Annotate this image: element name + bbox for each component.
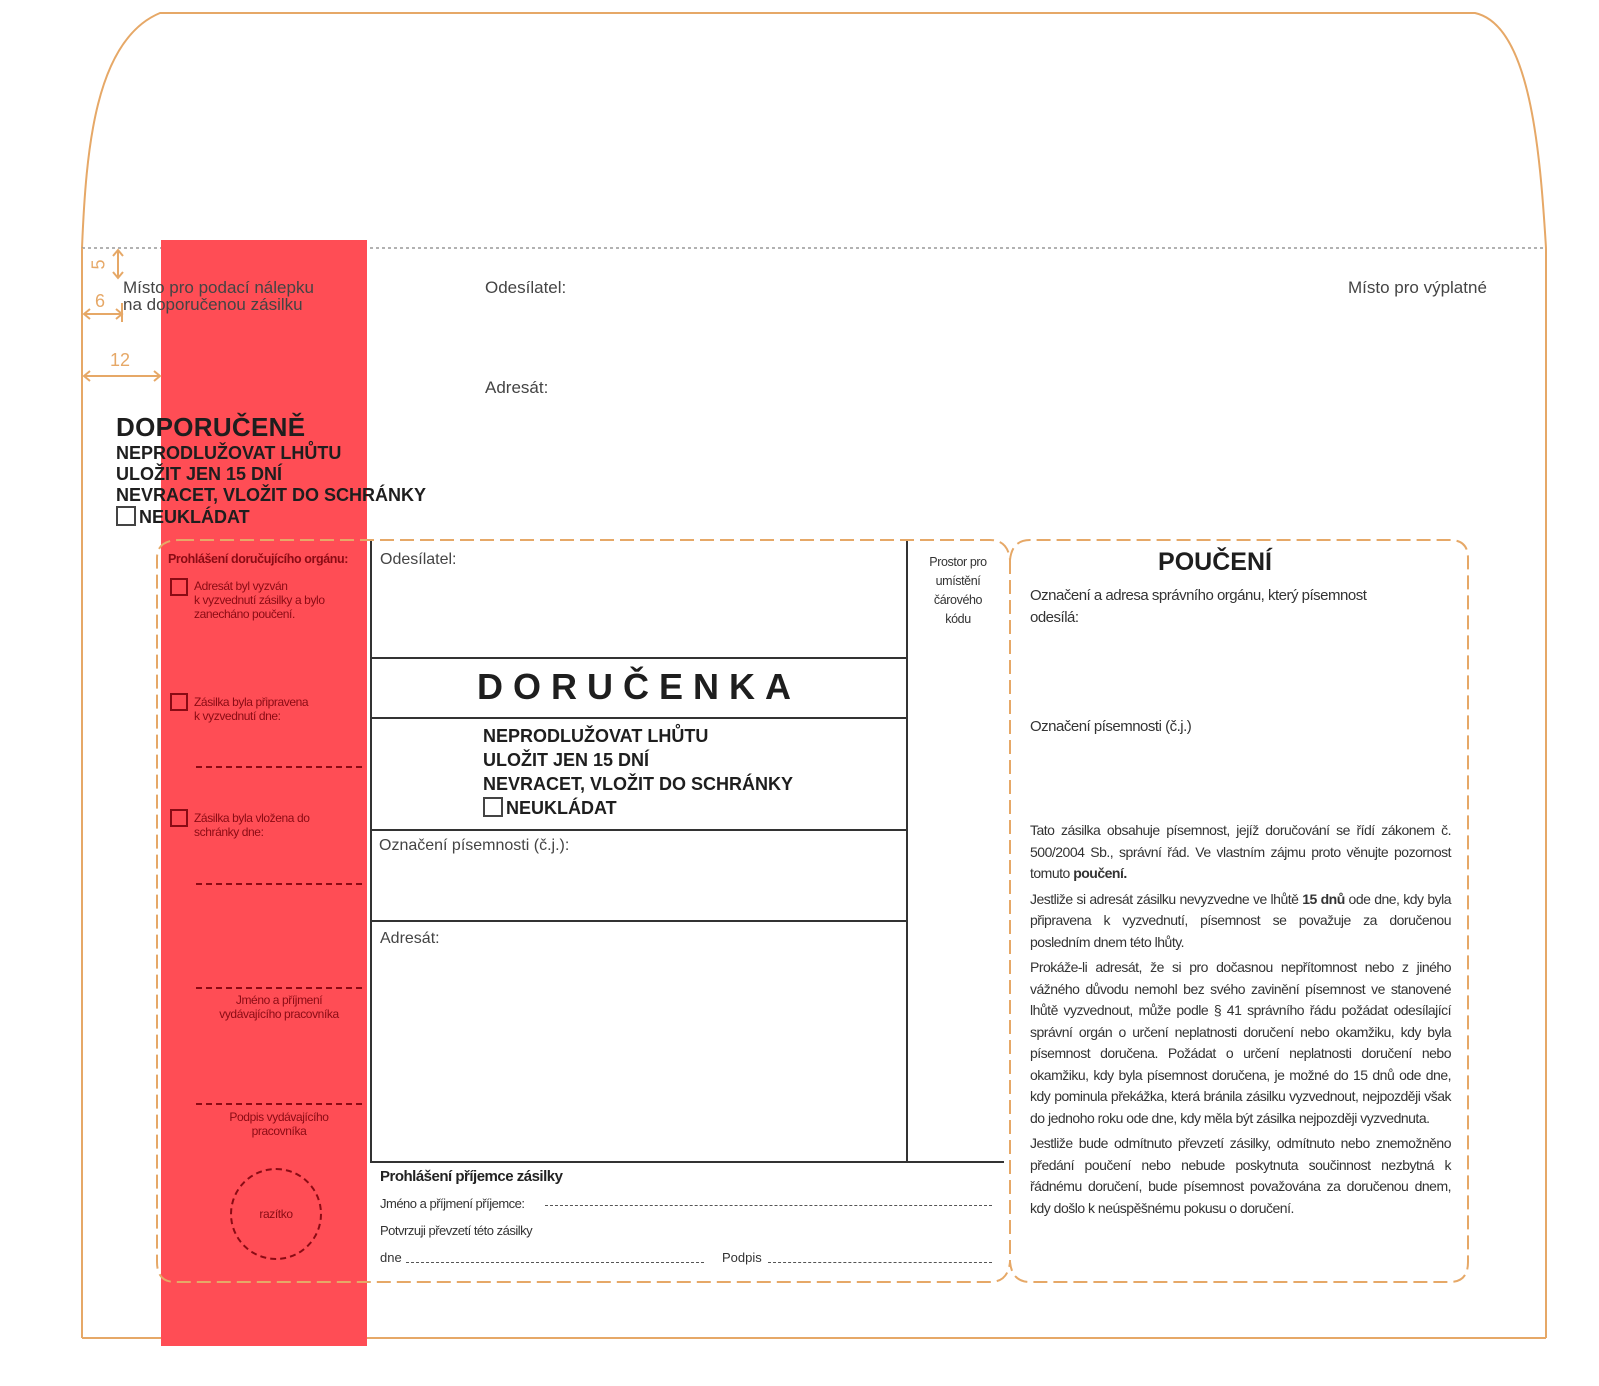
delivery-item-2 — [194, 695, 308, 723]
barcode-space-line4: kódu — [945, 612, 971, 626]
recipient-name-label: Jméno a příjmení příjemce: — [380, 1196, 525, 1211]
delivery-item-3-line1: Zásilka byla vložena do — [194, 811, 310, 825]
pouceni-body — [1030, 820, 1451, 1223]
pouceni-authority-line1: Označení a adresa správního orgánu, který písemnost — [1030, 587, 1367, 604]
recipient-name-line[interactable] — [545, 1205, 992, 1206]
worker-signature-line[interactable] — [196, 1103, 362, 1105]
neukladat-label: NEUKLÁDAT — [139, 507, 250, 527]
barcode-space-line3: čárového — [933, 593, 983, 607]
dorucenka-neukladat-checkbox[interactable] — [483, 797, 503, 817]
dorucenka-line-1: NEPRODLUŽOVAT LHŮTU — [483, 726, 709, 746]
delivery-item-1-line3: zanecháno poučení. — [194, 607, 295, 621]
barcode-space — [912, 553, 1004, 629]
registered-line-3: NEVRACET, VLOŽIT DO SCHRÁNKY — [116, 485, 427, 505]
dorucenka-title: DORUČENKA — [477, 666, 801, 707]
delivery-org-title: Prohlášení doručujícího orgánu: — [168, 552, 348, 566]
recipient-date-line[interactable] — [406, 1262, 704, 1263]
dorucenka-docref-label: Označení písemnosti (č.j.): — [379, 837, 570, 854]
barcode-space-line1: Prostor pro — [929, 555, 987, 569]
delivery-cb-1[interactable] — [170, 578, 188, 596]
delivery-cb-3[interactable] — [170, 809, 188, 827]
pouceni-title: POUČENÍ — [1158, 548, 1272, 576]
postage-label: Místo pro výplatné — [1348, 278, 1487, 297]
delivery-date-line-2[interactable] — [196, 883, 362, 885]
worker-name-caption — [196, 993, 362, 1021]
pouceni-paragraph-2 — [1030, 889, 1451, 954]
pouceni-p2-text-a: Jestliže si adresát zásilku nevyzvedne ve lhůtě — [1030, 890, 1303, 907]
sticker-place-line2: na doporučenou zásilku — [123, 295, 303, 314]
dorucenka-instructions — [483, 724, 793, 820]
barcode-space-line2: umístění — [935, 574, 981, 588]
dorucenka-addressee-label: Adresát: — [380, 930, 440, 947]
dorucenka-sender-label: Odesílatel: — [380, 551, 457, 568]
recipient-declaration-title: Prohlášení příjemce zásilky — [380, 1168, 563, 1185]
recipient-signature-label: Podpis — [722, 1250, 762, 1265]
divider-3 — [370, 829, 908, 831]
divider-bottom — [370, 1161, 1004, 1163]
recipient-date-label: dne — [380, 1250, 402, 1265]
pouceni-p1-bold: poučení. — [1073, 865, 1127, 881]
pouceni-docref-label: Označení písemnosti (č.j.) — [1030, 718, 1192, 735]
sticker-place-line1: Místo pro podací nálepku — [123, 278, 314, 297]
delivery-item-1-line2: k vyzvednutí zásilky a bylo — [194, 593, 325, 607]
pouceni-paragraph-1 — [1030, 820, 1451, 885]
stamp-label: razítko — [259, 1207, 293, 1221]
pouceni-paragraph-3: Prokáže-li adresát, že si pro dočasnou nepřítomnost nebo z jiného vážného důvodu nemohl bez svého zavinění písemnost ve stanovené lhůtě vyzvednout, může podle § 41 správního řádu požádat odesílající správní orgán o určení neplatnosti doručení nebo okamžiku, kdy byla písemnost doručena. Požádat o určení neplatnosti doručení nebo okamžiku, kdy byla písemnost doručena, je možné do 15 dnů ode dne, kdy pominula překážka, která bránila zásilku vyzvednout, nejpozději však do jednoho roku ode dne, kdy měla být zásilka nejpozději vyzvednuta. — [1030, 959, 1451, 1126]
delivery-item-3 — [194, 811, 310, 839]
worker-name-line1: Jméno a příjmení — [235, 993, 323, 1007]
delivery-item-1-line1: Adresát byl vyzván — [194, 579, 288, 593]
dorucenka-checkbox-row[interactable] — [483, 796, 793, 820]
delivery-item-2-line2: k vyzvednutí dne: — [194, 709, 281, 723]
divider-1 — [370, 657, 908, 659]
delivery-cb-2[interactable] — [170, 693, 188, 711]
dorucenka-neukladat-label: NEUKLÁDAT — [506, 798, 617, 818]
delivery-date-line-1[interactable] — [196, 766, 362, 768]
worker-signature-line2: pracovníka — [251, 1124, 307, 1138]
pouceni-paragraph-4: Jestliže bude odmítnuto převzetí zásilky, odmítnuto nebo znemožněno předání poučení nebo nebude poskytnuta součinnost nezbytná k řádnému doručení, bude písemnost považována za doručenou dnem, kdy došlo k neúspěšnému pokusu o doručení. — [1030, 1135, 1451, 1216]
registered-title: DOPORUČENĚ — [116, 412, 306, 442]
divider-4 — [370, 920, 908, 922]
worker-signature-caption — [196, 1110, 362, 1138]
recipient-confirm-label: Potvrzuji převzetí této zásilky — [380, 1223, 533, 1238]
divider-2 — [370, 717, 908, 719]
worker-name-line2: vydávajícího pracovníka — [219, 1007, 339, 1021]
stamp-circle — [230, 1168, 322, 1260]
dimension-12: 12 — [110, 350, 131, 370]
dorucenka-line-3: NEVRACET, VLOŽIT DO SCHRÁNKY — [483, 774, 794, 794]
registered-line-2: ULOŽIT JEN 15 DNÍ — [116, 464, 283, 484]
pouceni-p2-bold: 15 dnů — [1302, 890, 1345, 907]
delivery-item-1 — [194, 579, 325, 621]
delivery-item-3-line2: schránky dne: — [194, 825, 264, 839]
registered-line-1: NEPRODLUŽOVAT LHŮTU — [116, 443, 342, 463]
dimension-6: 6 — [95, 291, 106, 311]
worker-signature-line1: Podpis vydávajícího — [229, 1110, 329, 1124]
dorucenka-line-2: ULOŽIT JEN 15 DNÍ — [483, 750, 650, 770]
pouceni-authority-label — [1030, 585, 1366, 628]
recipient-signature-line[interactable] — [768, 1262, 992, 1263]
dimension-5: 5 — [88, 259, 109, 270]
pouceni-p1-text: Tato zásilka obsahuje písemnost, jejíž doručování se řídí zákonem č. 500/2004 Sb., správní řád. Ve vlastním zájmu proto věnujte pozornost tomuto — [1030, 822, 1451, 881]
envelope-addressee-label: Adresát: — [485, 378, 549, 397]
pouceni-authority-line2: odesílá: — [1030, 608, 1079, 626]
delivery-item-2-line1: Zásilka byla připravena — [194, 695, 309, 709]
envelope-sender-label: Odesílatel: — [485, 278, 567, 297]
worker-name-line[interactable] — [196, 987, 362, 989]
pouceni-p2-text-b: ode dne, kdy byla připravena k vyzvednutí, písemnost se považuje za doručenou posledním dnem této lhůty. — [1030, 890, 1452, 950]
